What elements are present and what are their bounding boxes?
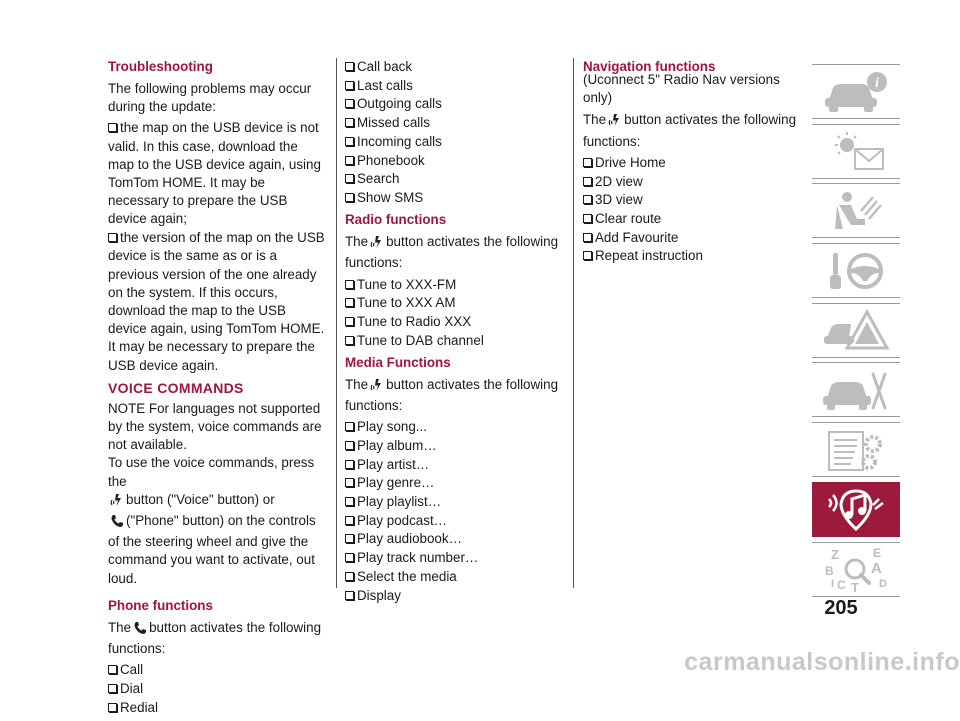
checkbox-bullet-icon [583, 195, 592, 204]
index-letter-e: E [873, 546, 882, 560]
checkbox-bullet-icon [345, 174, 354, 183]
checkbox-bullet-icon [108, 665, 117, 674]
list-item: Search [345, 170, 563, 188]
voice-usage: To use the voice commands, press the button ("Voice" button) or ("Phone" button) on the controls of the steering wheel and give the command you want to activate, out loud. [108, 455, 316, 586]
list-item: Call back [345, 58, 563, 76]
list-item: Play album… [345, 437, 563, 455]
checkbox-bullet-icon [345, 441, 354, 450]
list-item: Call [108, 661, 326, 679]
emergency-triangle-icon [821, 308, 891, 352]
alphabetical-index-icon [821, 545, 891, 593]
list-item: Tune to XXX AM [345, 294, 563, 312]
multimedia-note-icon [821, 485, 891, 533]
troubleshooting-heading: Troubleshooting [108, 59, 213, 74]
checkbox-bullet-icon [345, 99, 354, 108]
sidebar-tab-multimedia[interactable] [812, 482, 900, 537]
sidebar-tab-starting-driving[interactable] [812, 243, 900, 298]
index-letter-i: I [831, 578, 835, 590]
list-item: Clear route [583, 210, 801, 228]
list-item: Redial [108, 699, 326, 717]
checkbox-bullet-icon [345, 280, 354, 289]
checkbox-bullet-icon [108, 233, 117, 242]
list-item: Add Favourite [583, 229, 801, 247]
phone-button-icon [110, 514, 124, 533]
car-info-icon [821, 70, 891, 114]
list-item: Show SMS [345, 189, 563, 207]
checkbox-bullet-icon [108, 684, 117, 693]
list-item: Play audiobook… [345, 530, 563, 548]
index-letter-c: C [837, 578, 846, 592]
checkbox-bullet-icon [345, 422, 354, 431]
voice-button-icon [370, 235, 384, 254]
phone-functions-list [108, 661, 326, 717]
troubleshooting-intro: The following problems may occur during the update: [108, 81, 312, 115]
checkbox-bullet-icon [583, 158, 592, 167]
checkbox-bullet-icon [583, 233, 592, 242]
checkbox-bullet-icon [345, 553, 354, 562]
list-item: Tune to Radio XXX [345, 313, 563, 331]
checkbox-bullet-icon [345, 497, 354, 506]
list-item: Play podcast… [345, 512, 563, 530]
voice-note: NOTE For languages not supported by the system, voice commands are not available. [108, 400, 322, 453]
list-item: Incoming calls [345, 133, 563, 151]
checkbox-bullet-icon [345, 591, 354, 600]
seat-airbag-icon [821, 189, 891, 233]
sidebar-tab-warning-lights[interactable] [812, 124, 900, 179]
list-item: Outgoing calls [345, 95, 563, 113]
key-steering-wheel-icon [821, 249, 891, 293]
checkbox-bullet-icon [345, 62, 354, 71]
media-functions-heading: Media Functions [345, 354, 451, 370]
checkbox-bullet-icon [345, 137, 354, 146]
checkbox-bullet-icon [345, 572, 354, 581]
checkbox-bullet-icon [583, 251, 592, 260]
checkbox-bullet-icon [108, 703, 117, 712]
list-item: Play artist… [345, 456, 563, 474]
list-item: Select the media [345, 568, 563, 586]
column-divider-2 [573, 58, 574, 588]
list-item: Repeat instruction [583, 247, 801, 265]
checkbox-bullet-icon [345, 534, 354, 543]
list-item: Play playlist… [345, 493, 563, 511]
checkbox-bullet-icon [345, 81, 354, 90]
list-item: Phonebook [345, 152, 563, 170]
list-item: Play song... [345, 418, 563, 436]
sidebar-tab-safety[interactable] [812, 183, 900, 238]
media-intro: The button activates the following functions: [345, 376, 559, 414]
sidebar-tab-technical-specs[interactable] [812, 422, 900, 477]
svg-text:i: i [875, 75, 879, 91]
technical-specs-icon [821, 428, 891, 472]
checkbox-bullet-icon [345, 478, 354, 487]
sidebar-tab-index[interactable] [812, 542, 900, 597]
troubleshooting-list [108, 119, 326, 374]
checkbox-bullet-icon [345, 317, 354, 326]
checkbox-bullet-icon [345, 118, 354, 127]
checkbox-bullet-icon [345, 193, 354, 202]
column-1 [108, 58, 326, 721]
voice-commands-heading: VOICE COMMANDS [108, 379, 244, 396]
index-letter-b: B [825, 564, 834, 578]
index-letter-a: A [871, 560, 882, 577]
list-item: Drive Home [583, 154, 801, 172]
checkbox-bullet-icon [345, 336, 354, 345]
sidebar-tab-emergency[interactable] [812, 303, 900, 358]
list-item: the version of the map on the USB device is the same as or is a previous version of the one already on the system. If this occurs, download the map to the USB device again, using TomTom HOME. It may be necessary to prepare the USB device again. [108, 230, 325, 373]
phone-button-icon [133, 621, 147, 640]
radio-functions-heading: Radio functions [345, 212, 447, 228]
navigation-functions-heading: Navigation functions [583, 59, 716, 74]
voice-button-icon [608, 113, 622, 132]
checkbox-bullet-icon [583, 214, 592, 223]
navigation-intro: The button activates the following functions: [583, 112, 797, 149]
warning-lights-message-icon [821, 129, 891, 173]
index-letter-z: Z [831, 547, 839, 562]
checkbox-bullet-icon [583, 177, 592, 186]
list-item: Tune to DAB channel [345, 332, 563, 350]
sidebar-tab-car-info[interactable] [812, 64, 900, 119]
phone-intro: The button activates the following functions: [108, 619, 322, 656]
radio-functions-list [345, 276, 563, 350]
list-item: Dial [108, 680, 326, 698]
list-item: Missed calls [345, 114, 563, 132]
voice-button-icon [110, 493, 124, 512]
list-item: Play track number… [345, 549, 563, 567]
phone-functions-list-continued [345, 58, 563, 207]
watermark: carmanualsonline.info [684, 648, 960, 676]
radio-intro: The button activates the following functions: [345, 234, 559, 271]
index-letter-t: T [851, 580, 859, 593]
column-3 [583, 58, 801, 270]
column-divider-1 [336, 58, 337, 588]
column-2 [345, 58, 563, 609]
list-item: 2D view [583, 173, 801, 191]
checkbox-bullet-icon [345, 156, 354, 165]
list-item: Play genre… [345, 474, 563, 492]
list-item: the map on the USB device is not valid. In this case, download the map to the USB device again, using TomTom HOME. It may be necessary to prepare the USB device again; [108, 120, 321, 227]
voice-button-icon [370, 378, 384, 397]
list-item: Tune to XXX-FM [345, 276, 563, 294]
checkbox-bullet-icon [345, 460, 354, 469]
index-letter-d: D [879, 578, 887, 590]
car-maintenance-tools-icon [821, 368, 891, 412]
checkbox-bullet-icon [345, 298, 354, 307]
checkbox-bullet-icon [108, 123, 117, 132]
sidebar-tab-maintenance[interactable] [812, 362, 900, 417]
list-item: Last calls [345, 77, 563, 95]
chapter-sidebar [812, 64, 900, 601]
list-item: 3D view [583, 191, 801, 209]
phone-functions-heading: Phone functions [108, 597, 213, 613]
checkbox-bullet-icon [345, 516, 354, 525]
navigation-subtitle: (Uconnect 5" Radio Nav versions only) [583, 72, 780, 106]
media-functions-list [345, 418, 563, 605]
page-number: 205 [824, 597, 858, 619]
list-item: Display [345, 587, 563, 605]
navigation-functions-list [583, 154, 801, 266]
